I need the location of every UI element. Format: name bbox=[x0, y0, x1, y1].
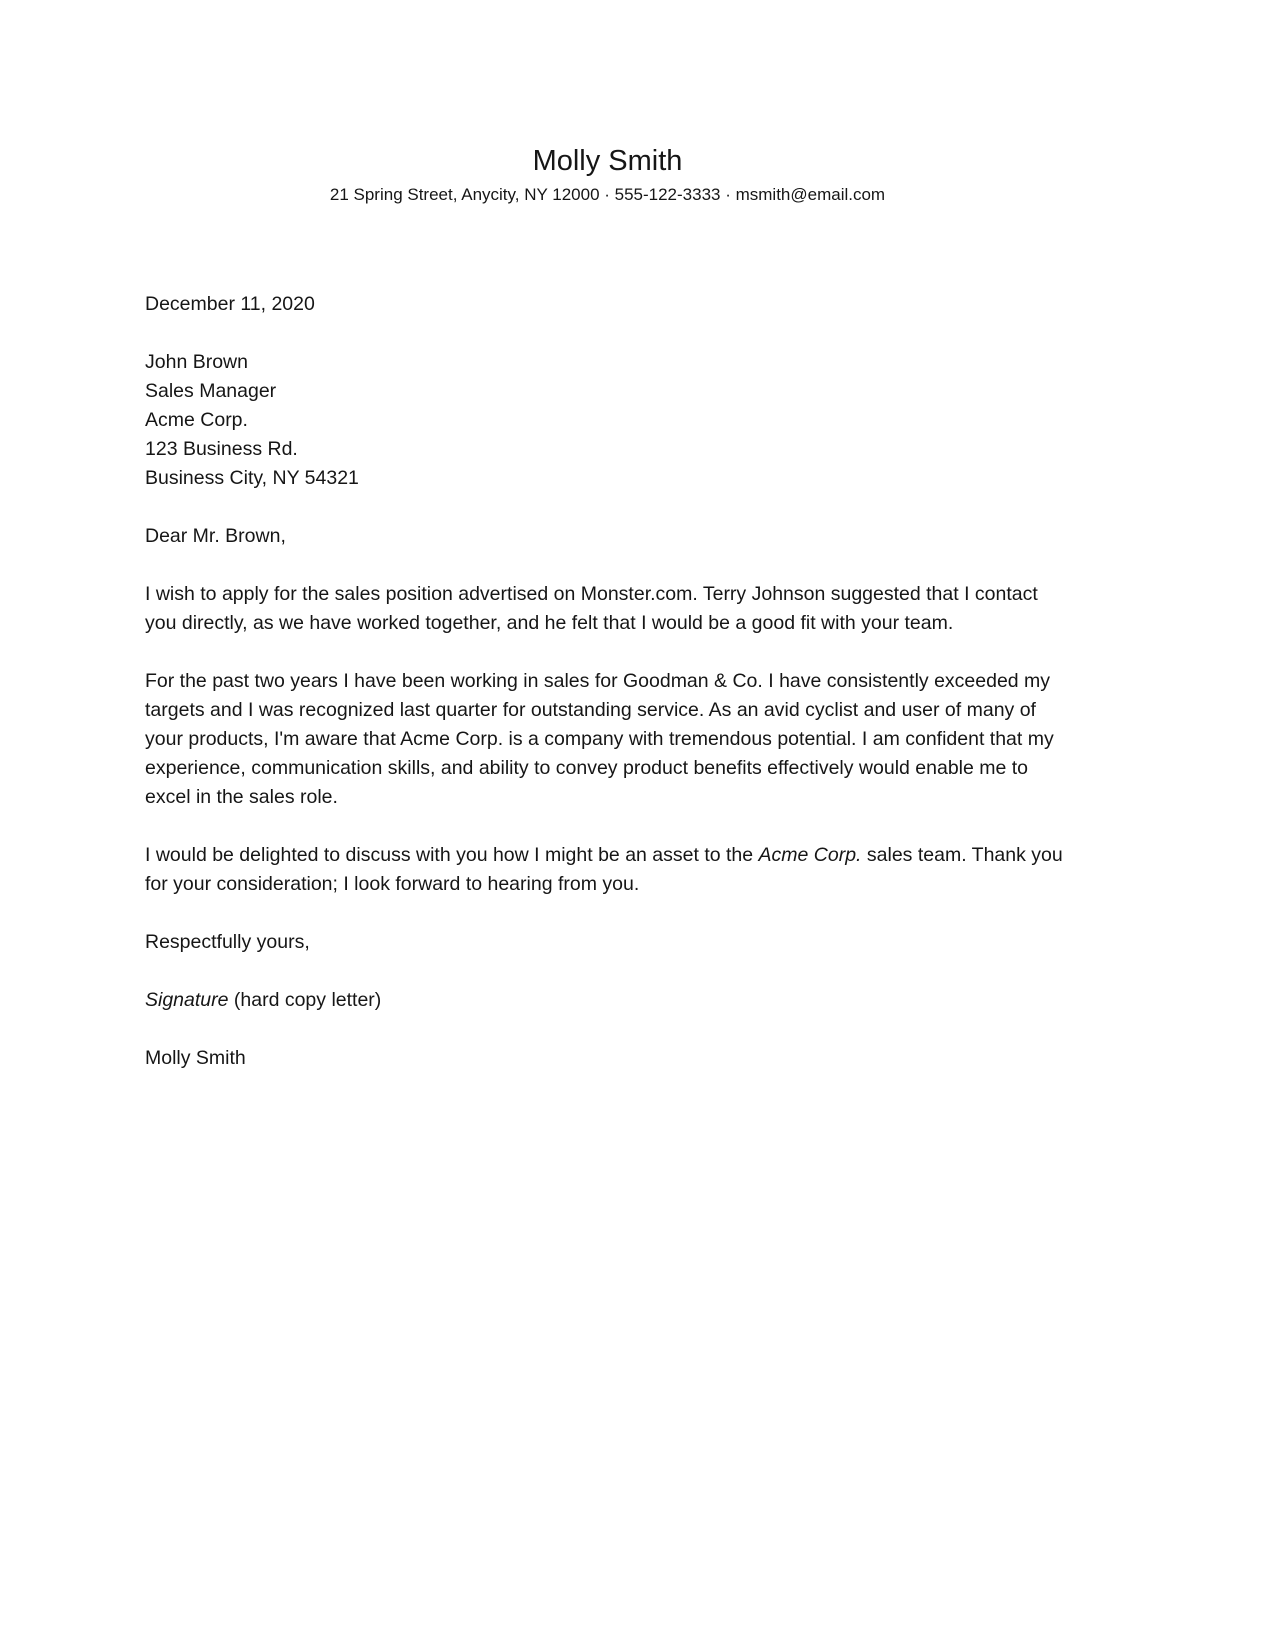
recipient-title: Sales Manager bbox=[145, 380, 277, 402]
recipient-street: 123 Business Rd. bbox=[145, 438, 298, 460]
signed-name: Molly Smith bbox=[145, 1047, 246, 1069]
paragraph-2: For the past two years I have been working in sales for Goodman & Co. I have consistently exceeded my targets and I was recognized last quarter for outstanding service. As an avid cyclist and user of many of your products, I'm aware that Acme Corp. is a company with tremendous potential. I am confident that my experience, communication skills, and ability to convey product benefits effectively would enable me to excel in the sales role. bbox=[145, 670, 1054, 808]
salutation: Dear Mr. Brown, bbox=[145, 525, 286, 547]
recipient-address-block bbox=[145, 348, 1070, 493]
letter-body bbox=[145, 290, 1070, 1073]
paragraph-3-company-name-italic: Acme Corp. bbox=[758, 844, 862, 866]
letter-content bbox=[145, 143, 1070, 1073]
sender-contact-line: 21 Spring Street, Anycity, NY 12000 · 555-122-3333 · msmith@email.com bbox=[329, 185, 886, 204]
paragraph-3-text-before: I would be delighted to discuss with you how I might be an asset to the bbox=[145, 844, 759, 866]
signature-placeholder-italic: Signature bbox=[145, 989, 229, 1011]
paragraph-1: I wish to apply for the sales position advertised on Monster.com. Terry Johnson suggested that I contact you directly, as we have worked together, and he felt that I would be a good fit with your team. bbox=[145, 583, 1038, 634]
closing-line: Respectfully yours, bbox=[145, 931, 310, 953]
recipient-name: John Brown bbox=[145, 351, 248, 373]
sender-name: Molly Smith bbox=[532, 145, 683, 177]
recipient-company: Acme Corp. bbox=[145, 409, 248, 431]
paragraph-3-text-after: sales team. Thank you for your consideration; I look forward to hearing from you. bbox=[145, 844, 1063, 895]
signature-note: (hard copy letter) bbox=[228, 989, 382, 1011]
signature-line bbox=[145, 986, 1070, 1015]
letter-date: December 11, 2020 bbox=[145, 293, 315, 315]
letter-header bbox=[145, 143, 1070, 206]
paragraph-3 bbox=[145, 841, 1070, 899]
recipient-city: Business City, NY 54321 bbox=[145, 467, 359, 489]
